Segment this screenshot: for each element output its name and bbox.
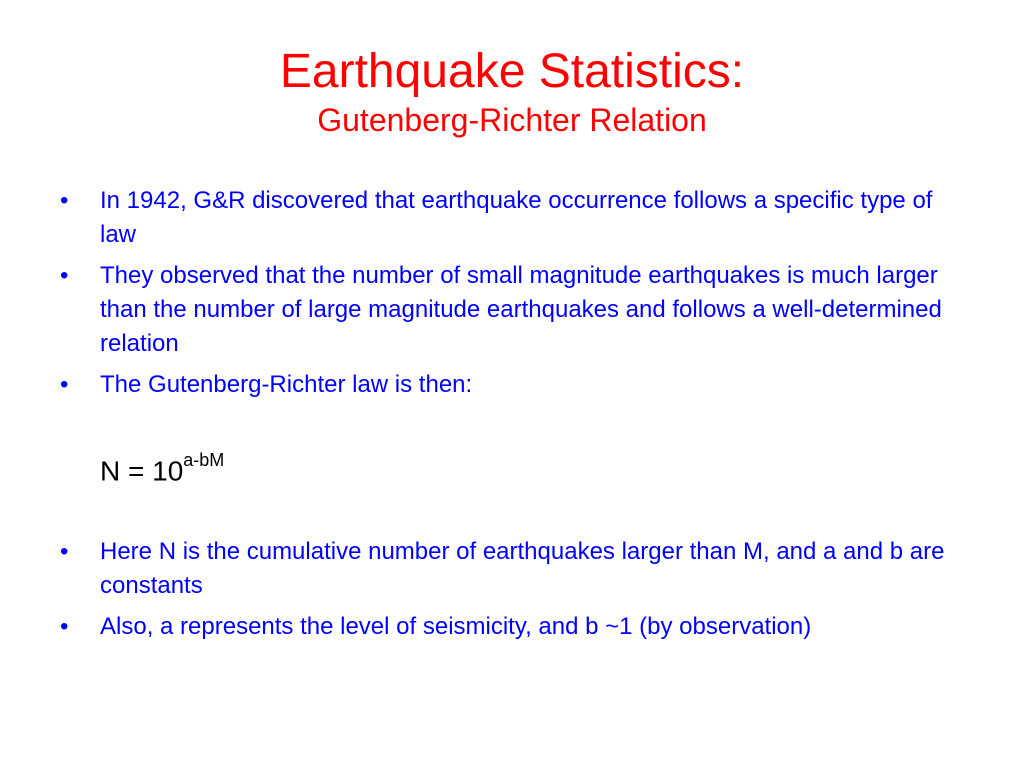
title-block (0, 44, 1024, 140)
bullet-text: In 1942, G&R discovered that earthquake occurrence follows a specific type of law (100, 187, 933, 248)
bullet-icon: • (60, 538, 69, 566)
bullet-text: The Gutenberg-Richter law is then: (100, 371, 473, 398)
bullet-list-bottom (58, 535, 958, 644)
formula-exponent: a-bM (183, 450, 225, 470)
bullet-item (58, 184, 958, 252)
slide-content (58, 184, 958, 651)
gutenberg-richter-formula (58, 446, 958, 489)
slide-subtitle: Gutenberg-Richter Relation (317, 102, 707, 138)
bullet-text: Also, a represents the level of seismicity, and b ~1 (by observation) (100, 613, 812, 641)
bullet-item (58, 368, 958, 402)
bullet-text: They observed that the number of small magnitude earthquakes is much larger than the number of large magnitude earthquakes and follows a well-determined relation (100, 262, 942, 357)
bullet-icon: • (60, 613, 69, 641)
bullet-icon: • (60, 371, 69, 398)
slide-title: Earthquake Statistics: (279, 45, 745, 98)
formula-base: N = 10 (100, 455, 184, 487)
bullet-text: Here N is the cumulative number of earthquakes larger than M, and a and b are constants (100, 538, 945, 600)
bullet-item (58, 535, 958, 603)
bullet-item (58, 610, 958, 644)
bullet-icon: • (60, 187, 69, 214)
bullet-item (58, 259, 958, 361)
bullet-icon: • (60, 262, 69, 289)
bullet-list-top (58, 184, 958, 402)
